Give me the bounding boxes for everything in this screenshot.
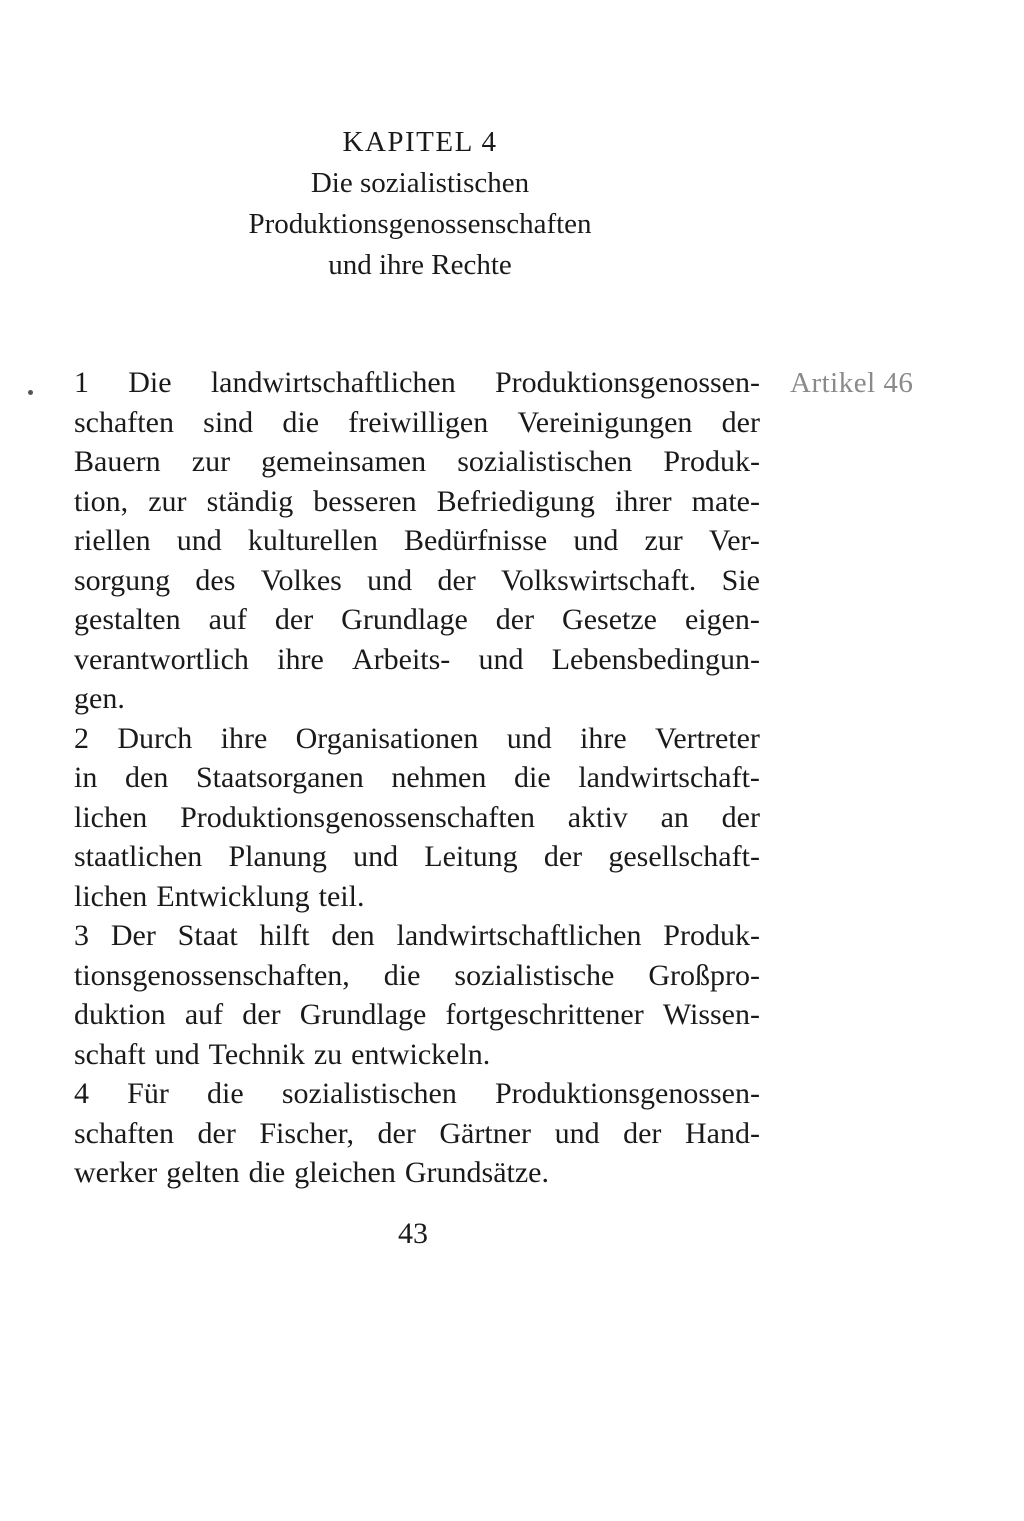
- chapter-heading: [0, 122, 840, 286]
- text-line: 3 Der Staat hilft den landwirtschaftlichen Produk-: [74, 919, 760, 952]
- text-line: schaft und Technik zu entwickeln.: [74, 1037, 491, 1071]
- text-line: tion, zur ständig besseren Befriedigung ihrer mate-: [74, 484, 760, 518]
- text-line: schaften sind die freiwilligen Vereinigungen der: [74, 405, 760, 439]
- text-line: tionsgenossenschaften, die sozialistische Großpro-: [74, 958, 760, 992]
- text-line: riellen und kulturellen Bedürfnisse und zur Ver-: [74, 524, 760, 557]
- text-line: 4 Für die sozialistischen Produktionsgenossen-: [74, 1077, 760, 1110]
- text-line: staatlichen Planung und Leitung der gesellschaft-: [74, 840, 760, 873]
- text-line: 1 Die landwirtschaftlichen Produktionsgenossen-: [74, 366, 760, 399]
- text-line: verantwortlich ihre Arbeits- und Lebensbedingun-: [74, 642, 760, 676]
- chapter-title-line: und ihre Rechte: [328, 249, 512, 281]
- text-line: werker gelten die gleichen Grundsätze.: [74, 1156, 549, 1189]
- text-line: Bauern zur gemeinsamen sozialistischen Produk-: [74, 445, 760, 478]
- text-line: sorgung des Volkes und der Volkswirtschaft. Sie: [74, 563, 760, 597]
- chapter-label: KAPITEL 4: [342, 126, 498, 158]
- text-line: 2 Durch ihre Organisationen und ihre Vertreter: [74, 721, 760, 755]
- text-line: gen.: [74, 682, 125, 715]
- text-line: lichen Produktionsgenossenschaften aktiv an der: [74, 800, 760, 834]
- margin-dot-mark: [28, 390, 33, 395]
- text-line: lichen Entwicklung teil.: [74, 879, 365, 913]
- text-line: schaften der Fischer, der Gärtner und der Hand-: [74, 1116, 760, 1150]
- text-line: in den Staatsorganen nehmen die landwirtschaft-: [74, 761, 760, 794]
- article-text: [74, 363, 760, 1193]
- chapter-title-line: Die sozialistischen: [310, 167, 530, 199]
- text-line: gestalten auf der Grundlage der Gesetze eigen-: [74, 603, 760, 636]
- article-margin-note: Artikel 46: [790, 367, 914, 399]
- chapter-title-line: Produktionsgenossenschaften: [248, 208, 592, 240]
- text-line: duktion auf der Grundlage fortgeschrittener Wissen-: [74, 998, 760, 1031]
- page-number: 43: [398, 1217, 428, 1250]
